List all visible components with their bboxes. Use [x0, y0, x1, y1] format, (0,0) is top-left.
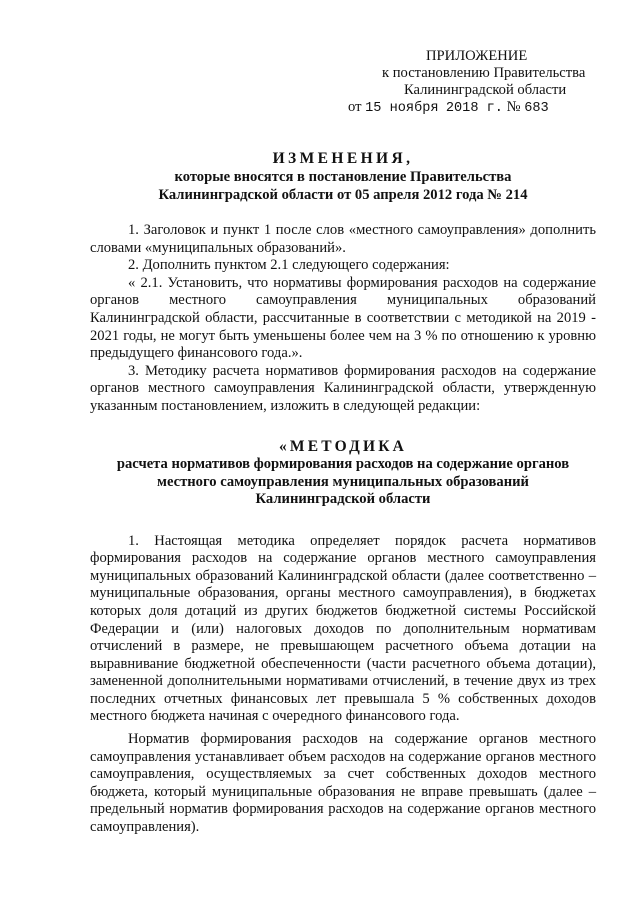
methodology-subtitle-1: расчета нормативов формирования расходов на содержание органов — [116, 456, 570, 473]
number-value: 683 — [524, 101, 549, 116]
changes-title — [90, 150, 596, 204]
methodology-title — [90, 438, 596, 509]
appendix-block — [348, 48, 596, 117]
changes-subtitle-1: которые вносятся в постановление Правительства — [174, 169, 512, 185]
number-sign: № — [506, 99, 521, 115]
body-paragraph-1: 1. Настоящая методика определяет порядок расчета нормативов формирования расходов на содержание органов местного самоуправления муниципальных образований Калининградской области (далее соответственно – муниципальные образования, органы местного самоуправления), в бюджетах которых доля дотаций из других бюджетов бюджетной системы Российской Федерации и (или) налоговых доходов по дополнительным нормативам отчислений в размере, не превышающем расчетного объема дотации на выравнивание бюджетной обеспеченности (части расчетного объема дотации), замененной дополнительными нормативами отчислений, в течение двух из трех последних отчетных финансовых лет превышала 5 % собственных доходов местного бюджета начиная с очередного финансового года. — [90, 532, 596, 725]
methodology-subtitle-2: местного самоуправления муниципальных образований — [157, 473, 529, 490]
date-year: 2018 г. — [445, 101, 503, 116]
appendix-line-2: Калининградской области — [404, 82, 567, 98]
methodology-heading: «МЕТОДИКА — [278, 437, 408, 455]
paragraph-3: 3. Методику расчета нормативов формирования расходов на содержание органов местного самоуправления Калининградской области, утвержденную указанным постановлением, изложить в следующей редакции: — [90, 362, 596, 414]
appendix-date-line — [348, 99, 596, 117]
appendix-title: ПРИЛОЖЕНИЕ — [426, 48, 528, 64]
paragraph-1: 1. Заголовок и пункт 1 после слов «местного самоуправления» дополнить словами «муниципальных образований». — [90, 222, 596, 256]
changes-subtitle-2: Калининградской области от 05 апреля 2012 года № 214 — [158, 187, 528, 203]
date-prefix: от — [348, 99, 362, 115]
appendix-line-1: к постановлению Правительства — [382, 65, 586, 81]
paragraph-2-1: « 2.1. Установить, что нормативы формирования расходов на содержание органов местного самоуправления муниципальных образований Калининградской области, рассчитанные в соответствии с методикой на 2019 - 2021 годы, не могут быть уменьшены более чем на 3 % по отношению к уровню предыдущего финансового года.». — [90, 274, 596, 362]
methodology-subtitle-3: Калининградской области — [255, 491, 431, 508]
body-paragraph-2: Норматив формирования расходов на содержание органов местного самоуправления устанавливает объем расходов на содержание органов местного самоуправления, осуществляемых за счет собственных доходов местного бюджета, который муниципальные образования не вправе превышать (далее – предельный норматив формирования расходов на содержание органов местного самоуправления). — [90, 731, 596, 836]
paragraph-2: 2. Дополнить пунктом 2.1 следующего содержания: — [128, 257, 450, 274]
date-value: 15 ноября — [365, 101, 439, 116]
changes-heading: ИЗМЕНЕНИЯ, — [272, 150, 414, 167]
